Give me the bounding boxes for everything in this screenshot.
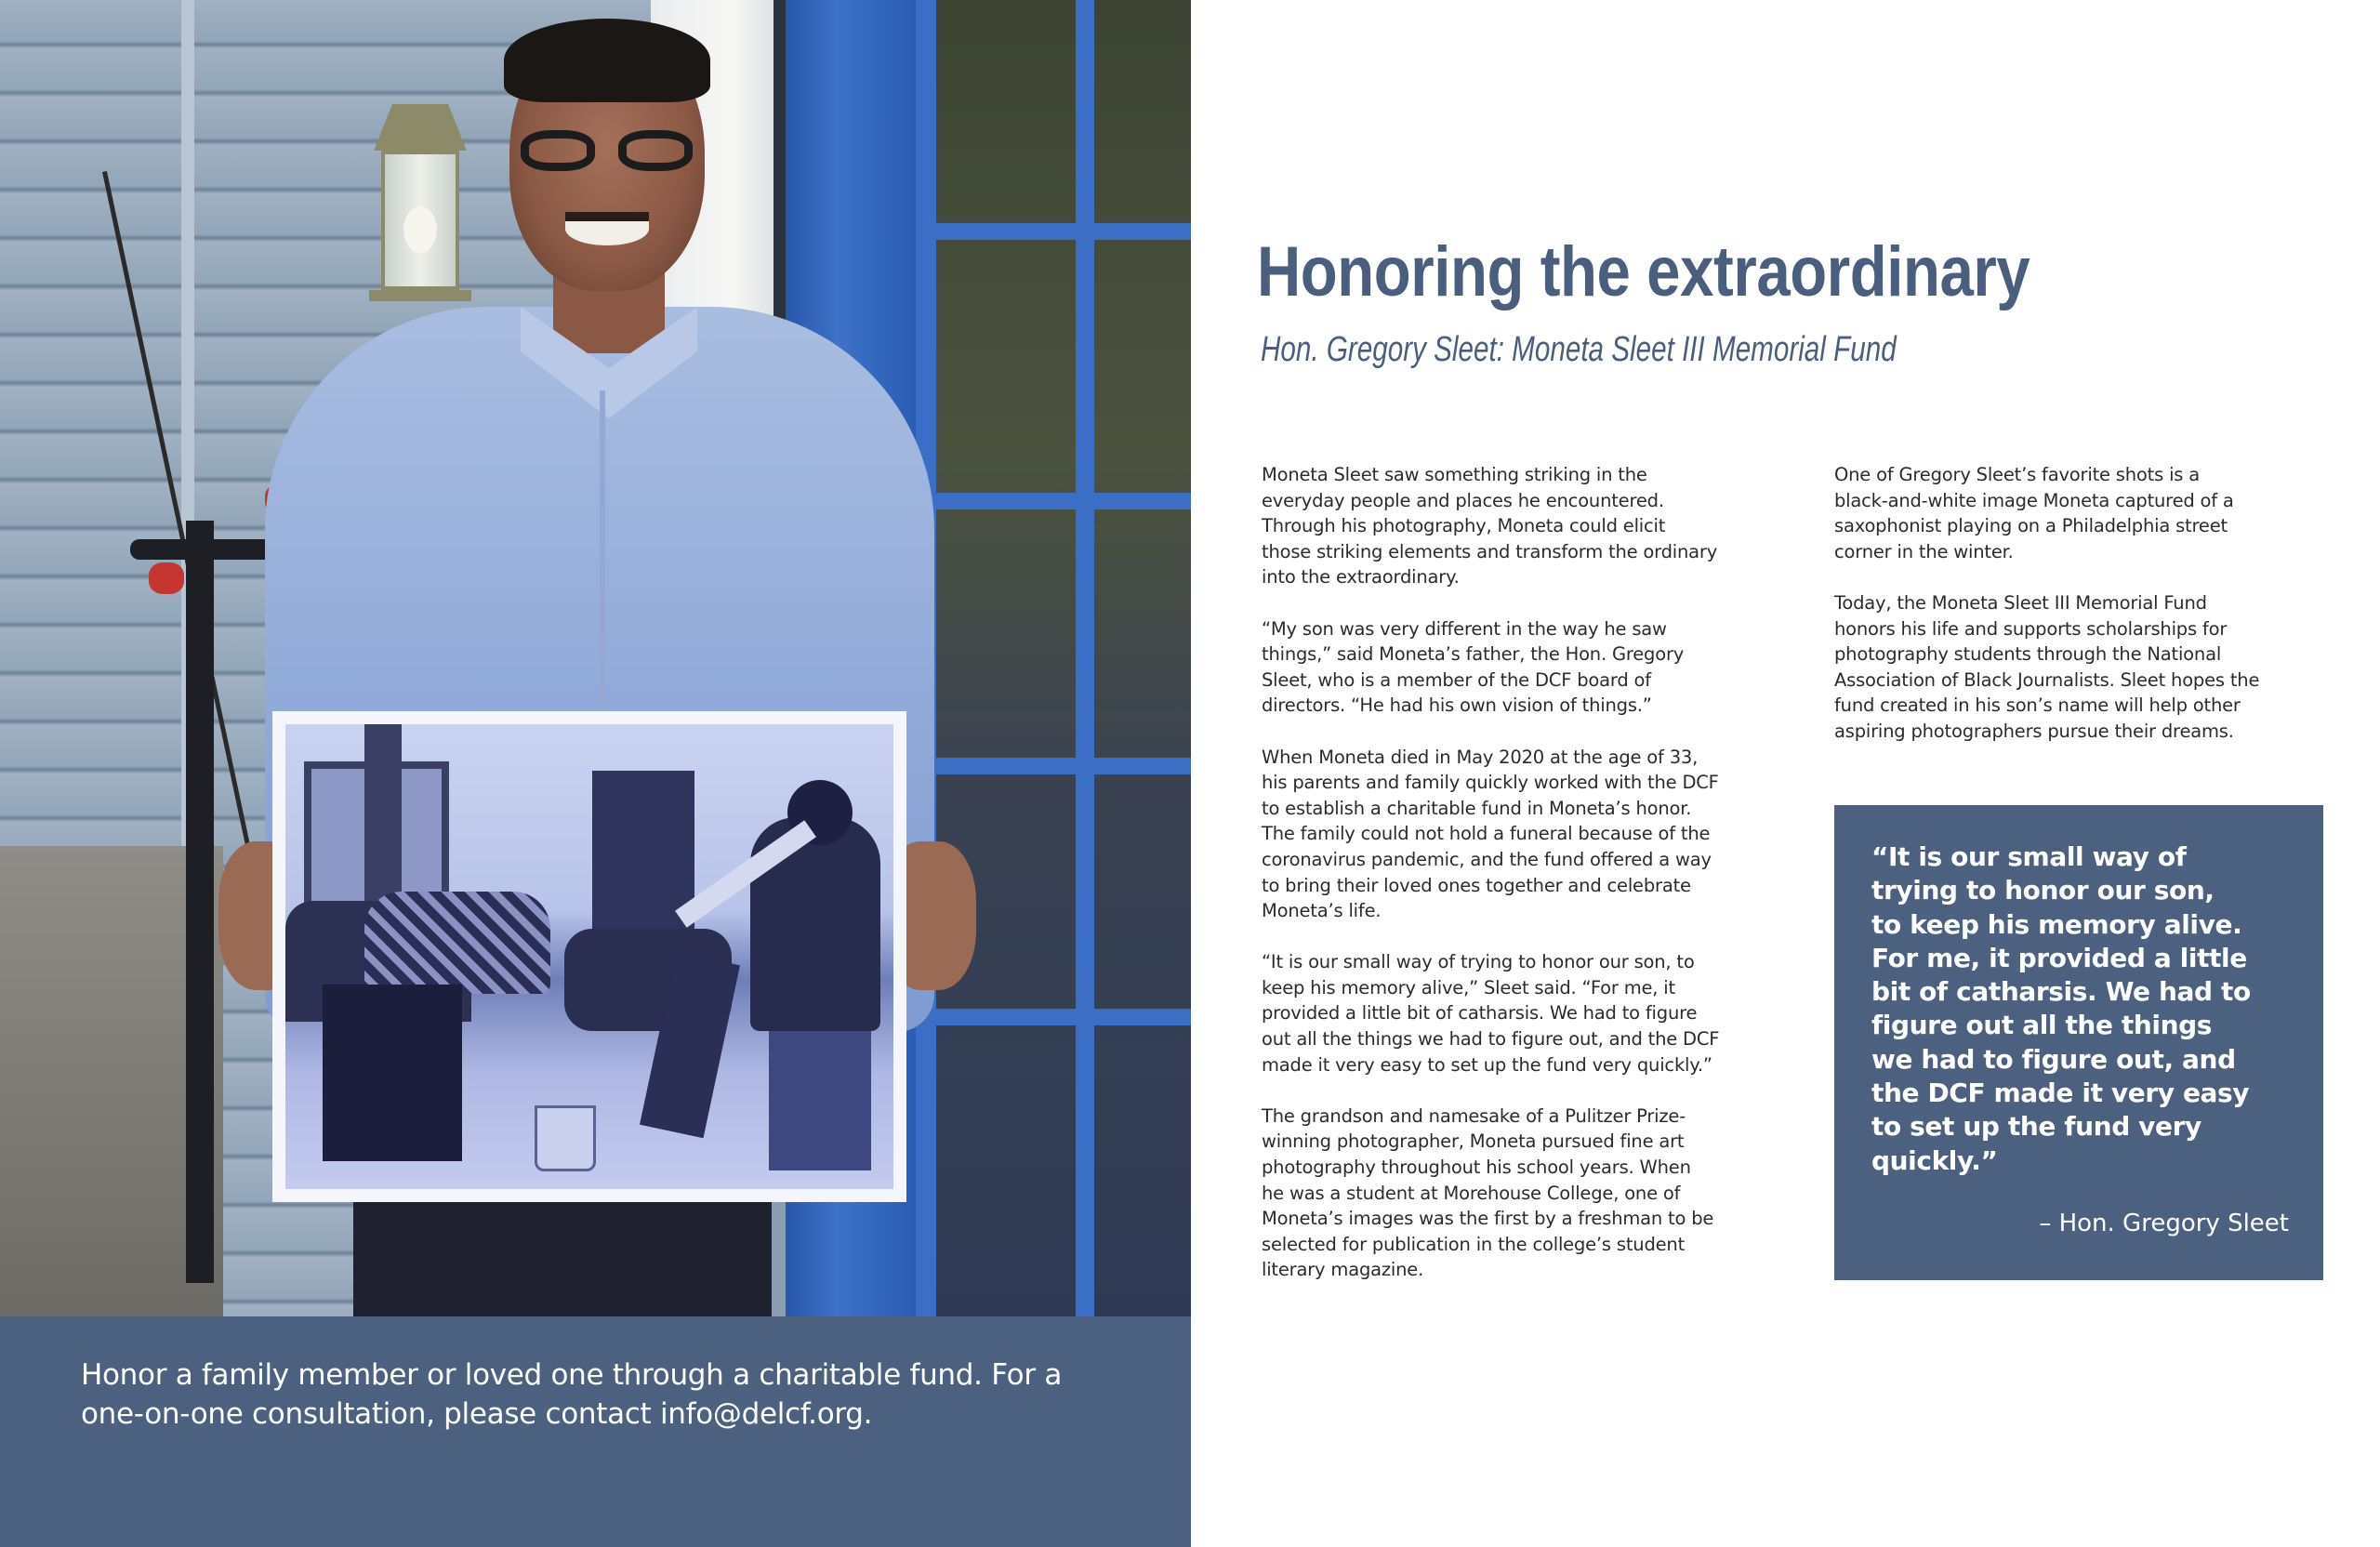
pull-quote-text — [1871, 840, 2251, 1178]
paragraph-line: his parents and family quickly worked with the DCF — [1262, 772, 1719, 794]
paragraph-line: directors. “He had his own vision of things.” — [1262, 694, 1652, 717]
article-paragraph — [1262, 745, 1801, 924]
paragraph-line: Moneta Sleet saw something striking in the — [1262, 464, 1647, 485]
pull-quote-line: to keep his memory alive. — [1871, 908, 2242, 940]
paragraph-line: Moneta’s images was the first by a freshman to be — [1262, 1208, 1714, 1230]
paragraph-line: provided a little bit of catharsis. We had to figure — [1262, 1002, 1698, 1025]
smile — [565, 212, 649, 245]
bending-man-pants — [323, 985, 462, 1161]
pull-quote-line: we had to figure out, and — [1871, 1043, 2236, 1075]
paragraph-line: coronavirus pandemic, and the fund offered a way — [1262, 848, 1712, 870]
paragraph-line: The grandson and namesake of a Pulitzer Prize- — [1262, 1104, 1686, 1127]
paragraph-line: Through his photography, Moneta could elicit — [1262, 515, 1666, 537]
pull-quote-line: For me, it provided a little — [1871, 942, 2247, 973]
article-paragraph — [1834, 590, 2373, 745]
paragraph-line: Today, the Moneta Sleet III Memorial Fund — [1834, 591, 2207, 614]
paragraph-line: photography throughout his school years. When — [1262, 1157, 1691, 1179]
paragraph-line: to bring their loved ones together and celebrate — [1262, 874, 1691, 896]
door-window — [916, 0, 1191, 1316]
paragraph-line: One of Gregory Sleet’s favorite shots is a — [1834, 464, 2200, 485]
article-paragraph — [1262, 616, 1801, 719]
paragraph-line: those striking elements and transform the ordinary — [1262, 540, 1718, 562]
article-paragraph — [1262, 1104, 1801, 1283]
paragraph-line: Association of Black Journalists. Sleet hopes the — [1834, 668, 2260, 691]
article-column-1 — [1262, 462, 1801, 1309]
pull-quote-line: figure out all the things — [1871, 1010, 2213, 1041]
bucket — [535, 1105, 596, 1171]
paragraph-line: he was a student at Morehouse College, one of — [1262, 1182, 1681, 1204]
article-paragraph — [1262, 949, 1801, 1078]
pull-quote-line: bit of catharsis. We had to — [1871, 976, 2251, 1008]
saxophonist-photo — [285, 724, 893, 1189]
paragraph-line: into the extraordinary. — [1262, 566, 1460, 588]
framed-photograph — [272, 711, 906, 1202]
contact-line: one-on-one consultation, please contact info@delcf.org. — [81, 1397, 873, 1431]
pull-quote-line: the DCF made it very easy — [1871, 1078, 2250, 1109]
pull-quote-line: “It is our small way of — [1871, 841, 2187, 872]
paragraph-line: literary magazine. — [1262, 1259, 1424, 1281]
paragraph-line: “It is our small way of trying to honor our son, to — [1262, 951, 1695, 973]
paragraph-line: made it very easy to set up the fund very quickly.” — [1262, 1053, 1712, 1076]
eyeglasses — [521, 130, 697, 173]
paragraph-line: Moneta’s life. — [1262, 900, 1382, 922]
contact-line: Honor a family member or loved one through a charitable fund. For a — [81, 1358, 1063, 1392]
bending-man-sweater — [364, 892, 550, 994]
paragraph-line: photography students through the National — [1834, 643, 2222, 666]
stand-knob — [149, 562, 184, 594]
contact-banner — [0, 1316, 1191, 1547]
paragraph-line: Sleet, who is a member of the DCF board of — [1262, 668, 1651, 691]
pull-quote-line: trying to honor our son, — [1871, 875, 2215, 906]
paragraph-line: winning photographer, Moneta pursued fine art — [1262, 1130, 1685, 1153]
paragraph-line: When Moneta died in May 2020 at the age of 33, — [1262, 746, 1699, 768]
person-pants — [353, 1199, 772, 1316]
paragraph-line: aspiring photographers pursue their dreams. — [1834, 720, 2234, 742]
article-paragraph — [1262, 462, 1801, 590]
pull-quote-attribution: – Hon. Gregory Sleet — [2039, 1210, 2289, 1237]
paragraph-line: fund created in his son’s name will help other — [1834, 694, 2241, 717]
bike-stand — [186, 521, 214, 1283]
article-paragraph — [1834, 462, 2373, 564]
pull-quote — [1834, 805, 2323, 1280]
feature-photo — [0, 0, 1191, 1316]
contact-message — [81, 1355, 1122, 1434]
paragraph-line: keep his memory alive,” Sleet said. “For me, it — [1262, 976, 1675, 998]
person-hair — [504, 19, 710, 102]
building-door — [592, 771, 694, 947]
paragraph-line: selected for publication in the college’s student — [1262, 1233, 1686, 1255]
paragraph-line: black-and-white image Moneta captured of a — [1834, 489, 2234, 511]
porch-lamp — [364, 67, 476, 311]
article-column-2 — [1834, 462, 2373, 770]
paragraph-line: The family could not hold a funeral because of the — [1262, 823, 1711, 845]
paragraph-line: everyday people and places he encountered. — [1262, 489, 1664, 511]
paragraph-line: “My son was very different in the way he saw — [1262, 617, 1667, 640]
saxophonist-jeans — [769, 1031, 871, 1170]
paragraph-line: saxophonist playing on a Philadelphia street — [1834, 515, 2228, 537]
pull-quote-line: quickly.” — [1871, 1144, 1998, 1176]
page-subtitle: Hon. Gregory Sleet: Moneta Sleet III Memorial Fund — [1261, 330, 1897, 369]
paragraph-line: out all the things we had to figure out, and the DCF — [1262, 1028, 1720, 1051]
paragraph-line: to establish a charitable fund in Moneta’s honor. — [1262, 797, 1692, 819]
page-title: Honoring the extraordinary — [1257, 232, 2030, 311]
paragraph-line: things,” said Moneta’s father, the Hon. Gregory — [1262, 643, 1685, 666]
paragraph-line: corner in the winter. — [1834, 540, 2014, 562]
paragraph-line: honors his life and supports scholarships for — [1834, 617, 2228, 640]
pull-quote-line: to set up the fund very — [1871, 1111, 2202, 1143]
